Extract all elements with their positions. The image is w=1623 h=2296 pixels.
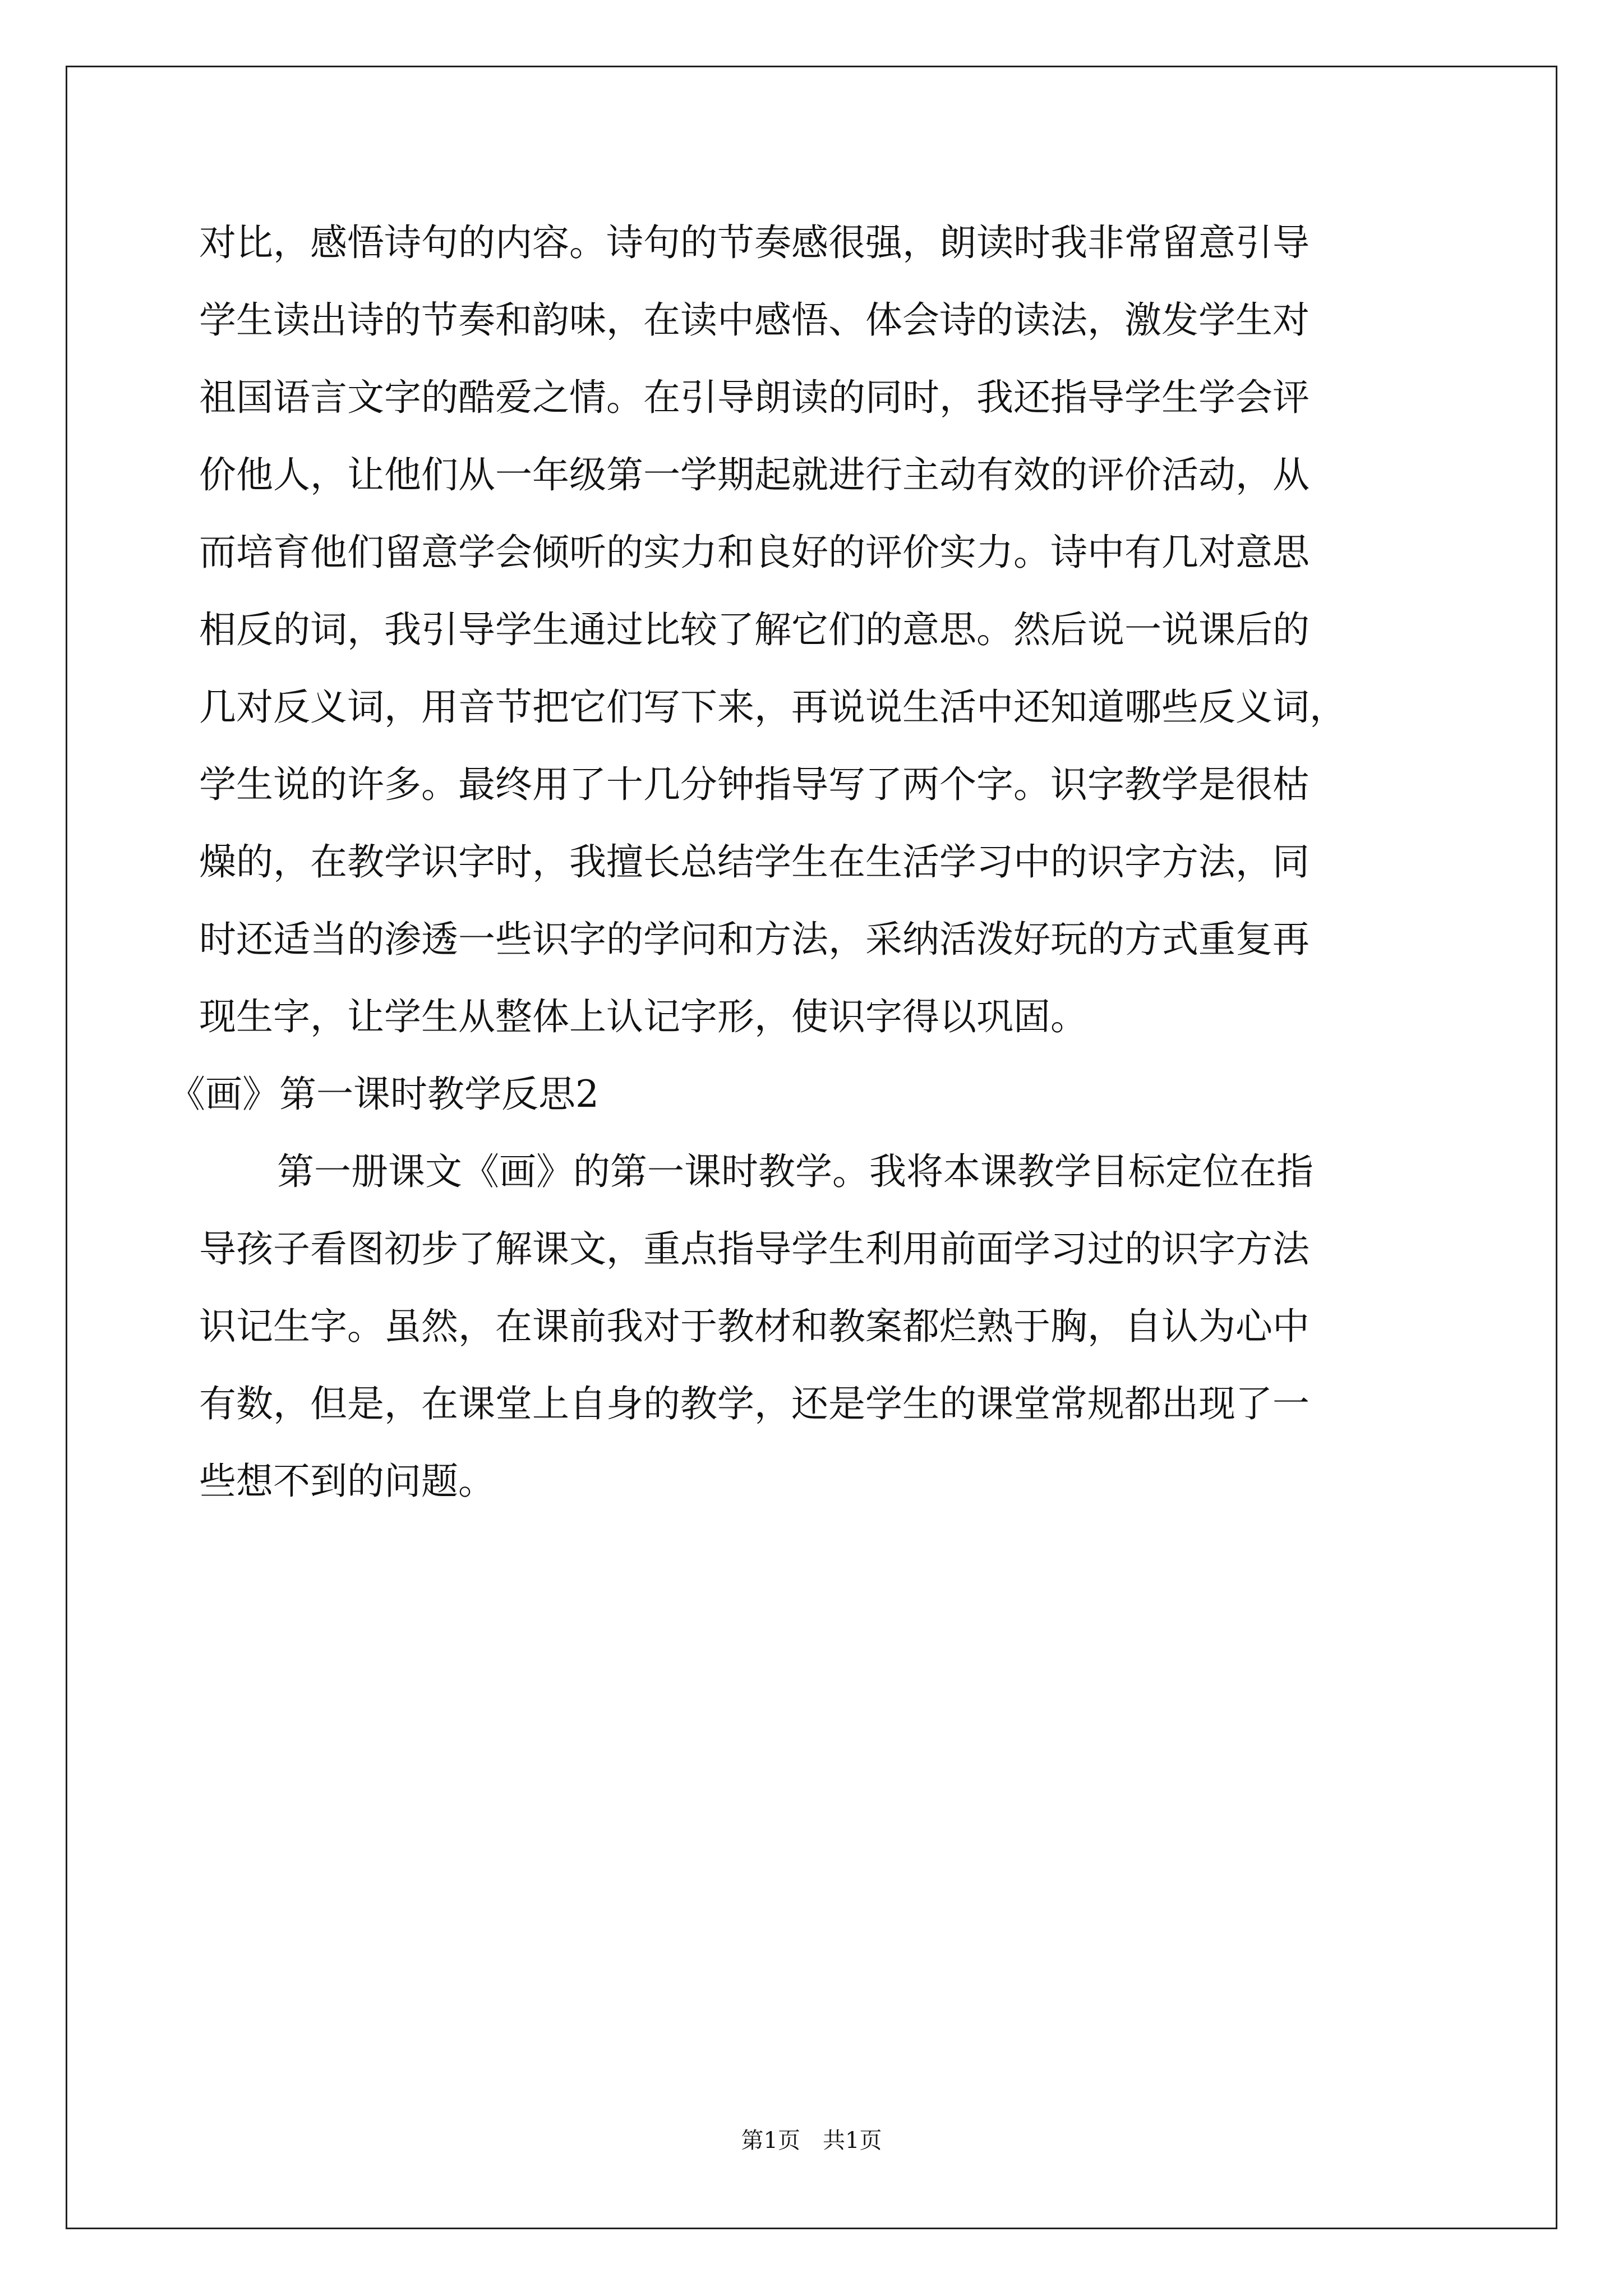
text-line: 几对反义词，用音节把它们写下来，再说说生活中还知道哪些反义词， [199, 685, 1347, 729]
text-line: 对比，感悟诗句的内容。诗句的节奏感很强，朗读时我非常留意引导 [199, 221, 1310, 264]
text-line: 价他人，让他们从一年级第一学期起就进行主动有效的评价活动，从 [199, 453, 1310, 496]
text-line: 祖国语言文字的酷爱之情。在引导朗读的同时，我还指导学生学会评 [199, 376, 1310, 419]
text-line: 学生读出诗的节奏和韵味，在读中感悟、体会诗的读法，激发学生对 [199, 298, 1310, 342]
text-line: 时还适当的渗透一些识字的学问和方法，采纳活泼好玩的方式重复再 [199, 918, 1310, 961]
text-line: 现生字，让学生从整体上认记字形，使识字得以巩固。 [199, 995, 1087, 1038]
page-footer: 第1页 共1页 [741, 2128, 882, 2154]
text-line: 燥的，在教学识字时，我擅长总结学生在生活学习中的识字方法，同 [199, 840, 1310, 884]
text-line: 识记生字。虽然，在课前我对于教材和教案都烂熟于胸，自认为心中 [199, 1305, 1310, 1348]
text-line: 而培育他们留意学会倾听的实力和良好的评价实力。诗中有几对意思 [199, 531, 1310, 574]
text-line: 学生说的许多。最终用了十几分钟指导写了两个字。识字教学是很枯 [199, 763, 1310, 806]
text-line: 相反的词，我引导学生通过比较了解它们的意思。然后说一说课后的 [199, 608, 1310, 651]
text-line: 第一册课文《画》的第一课时教学。我将本课教学目标定位在指 [277, 1150, 1313, 1193]
text-line: 有数，但是，在课堂上自身的教学，还是学生的课堂常规都出现了一 [199, 1382, 1310, 1425]
section-heading: 《画》第一课时教学反思2 [168, 1073, 599, 1116]
text-line: 些想不到的问题。 [199, 1460, 495, 1503]
text-line: 导孩子看图初步了解课文，重点指导学生利用前面学习过的识字方法 [199, 1227, 1310, 1271]
